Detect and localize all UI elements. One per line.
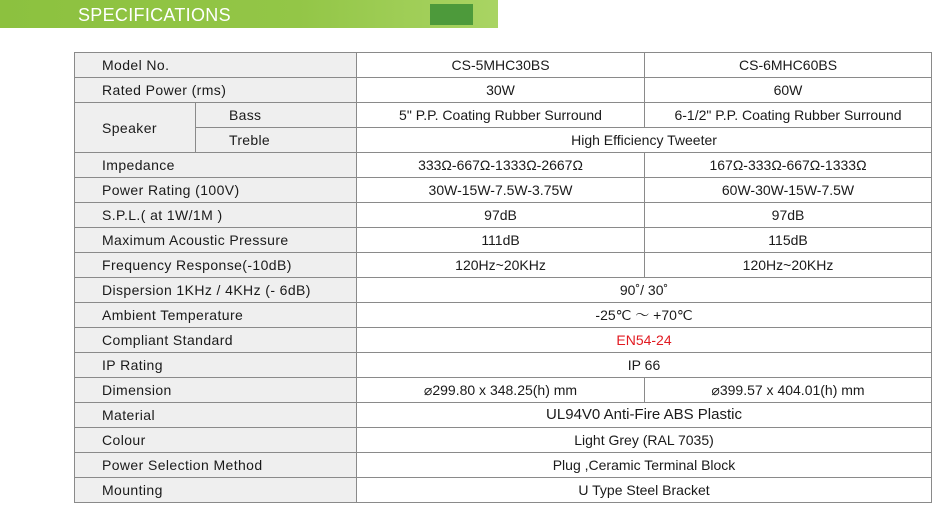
value-power-rating-b: 60W-30W-15W-7.5W [645,178,932,203]
value-spl-b: 97dB [645,203,932,228]
value-colour: Light Grey (RAL 7035) [357,428,932,453]
label-rated-power: Rated Power (rms) [75,78,357,103]
row-compliant [75,328,932,353]
value-ambient-temp: -25℃ ～ +70℃ [357,303,932,328]
label-spl: S.P.L.( at 1W/1M ) [75,203,357,228]
value-impedance-b: 167Ω-333Ω-667Ω-1333Ω [645,153,932,178]
row-model [75,53,932,78]
row-impedance [75,153,932,178]
value-dispersion: 90˚/ 30˚ [357,278,932,303]
value-spl-a: 97dB [357,203,645,228]
label-dispersion: Dispersion 1KHz / 4KHz (- 6dB) [75,278,357,303]
label-model: Model No. [75,53,357,78]
value-freq-response-a: 120Hz~20KHz [357,253,645,278]
row-dispersion [75,278,932,303]
row-speaker-treble [75,128,932,153]
row-power-selection [75,453,932,478]
label-power-selection: Power Selection Method [75,453,357,478]
row-ambient-temp [75,303,932,328]
label-ip-rating: IP Rating [75,353,357,378]
row-freq-response [75,253,932,278]
row-ip-rating [75,353,932,378]
value-treble: High Efficiency Tweeter [357,128,932,153]
label-ambient-temp: Ambient Temperature [75,303,357,328]
value-dimension-b: ⌀399.57 x 404.01(h) mm [645,378,932,403]
value-model-a: CS-5MHC30BS [357,53,645,78]
label-freq-response: Frequency Response(-10dB) [75,253,357,278]
specifications-header [0,0,498,28]
header-accent-block [430,4,473,25]
value-impedance-a: 333Ω-667Ω-1333Ω-2667Ω [357,153,645,178]
value-power-selection: Plug ,Ceramic Terminal Block [357,453,932,478]
value-rated-power-b: 60W [645,78,932,103]
value-freq-response-b: 120Hz~20KHz [645,253,932,278]
label-speaker: Speaker [75,103,196,153]
value-dimension-a: ⌀299.80 x 348.25(h) mm [357,378,645,403]
value-bass-a: 5" P.P. Coating Rubber Surround [357,103,645,128]
label-compliant: Compliant Standard [75,328,357,353]
label-power-rating: Power Rating (100V) [75,178,357,203]
value-max-pressure-a: 111dB [357,228,645,253]
value-mounting: U Type Steel Bracket [357,478,932,503]
label-colour: Colour [75,428,357,453]
value-bass-b: 6-1/2" P.P. Coating Rubber Surround [645,103,932,128]
label-max-pressure: Maximum Acoustic Pressure [75,228,357,253]
value-power-rating-a: 30W-15W-7.5W-3.75W [357,178,645,203]
value-model-b: CS-6MHC60BS [645,53,932,78]
label-impedance: Impedance [75,153,357,178]
row-max-pressure [75,228,932,253]
label-material: Material [75,403,357,428]
label-dimension: Dimension [75,378,357,403]
value-ip-rating: IP 66 [357,353,932,378]
section-title: SPECIFICATIONS [78,5,231,25]
row-power-rating [75,178,932,203]
row-dimension [75,378,932,403]
value-material: UL94V0 Anti-Fire ABS Plastic [357,403,932,428]
value-compliant: EN54-24 [357,328,932,353]
row-rated-power [75,78,932,103]
value-rated-power-a: 30W [357,78,645,103]
label-mounting: Mounting [75,478,357,503]
row-colour [75,428,932,453]
row-speaker-bass [75,103,932,128]
row-spl [75,203,932,228]
specifications-table [74,52,932,503]
row-mounting [75,478,932,503]
value-max-pressure-b: 115dB [645,228,932,253]
label-bass: Bass [196,103,357,128]
label-treble: Treble [196,128,357,153]
row-material [75,403,932,428]
